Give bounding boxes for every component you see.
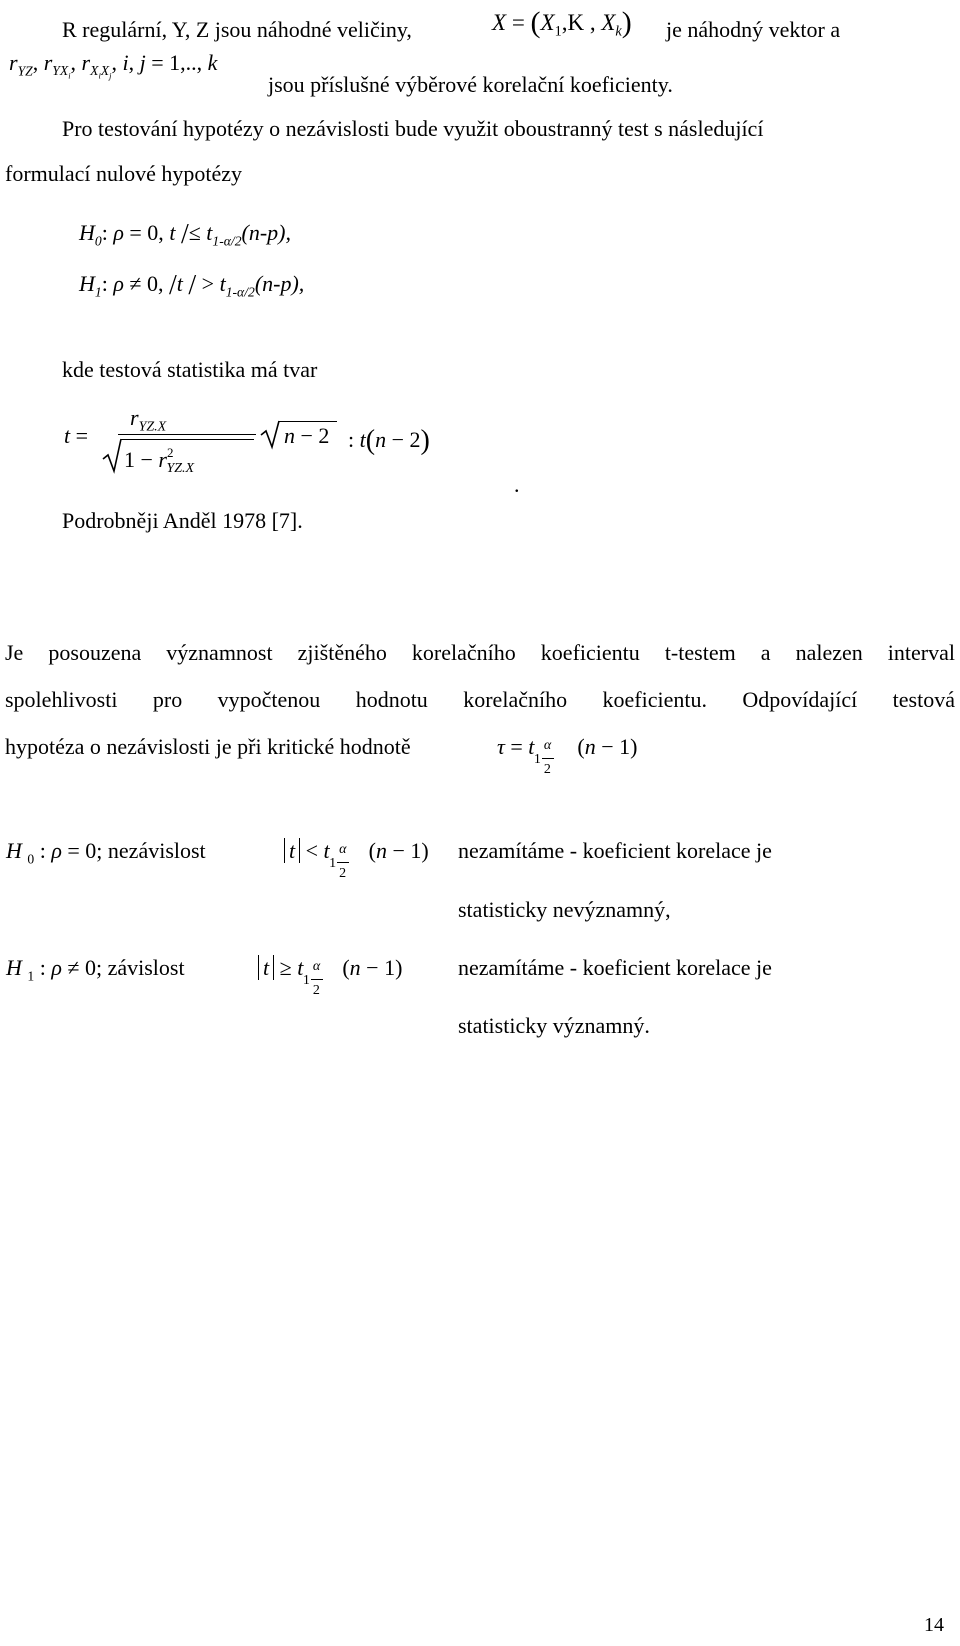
h0-condition: t < t 1 α 2 (n − 1)	[284, 838, 429, 864]
para2-line3: hypotéza o nezávislosti je při kritické hodnotě	[5, 734, 411, 759]
para2-line1: Je posouzena významnost zjištěného korelačního koeficientu t-testem a nalezen interval	[5, 640, 955, 665]
intro-line1-text: R regulární, Y, Z jsou náhodné veličiny,	[62, 17, 412, 42]
critical-value-formula: τ = t 1 α 2 (n − 1)	[497, 734, 638, 777]
test-statistic-formula	[62, 405, 430, 485]
h0-result-line1: nezamítáme - koeficient korelace je	[458, 838, 772, 863]
sqrt-sign-n	[260, 419, 282, 449]
intro-line1-end: je náhodný vektor a	[666, 17, 841, 42]
stat-intro: kde testová statistika má tvar	[62, 357, 318, 382]
formula-distribution: : t(n − 2)	[348, 425, 430, 456]
para1-line2: formulací nulové hypotézy	[5, 161, 243, 186]
formula-denominator: $1 - r^2_{YZ.X}$	[124, 444, 195, 477]
reference-text: Podrobněji Anděl 1978 [7].	[62, 508, 303, 533]
para2-line2: spolehlivosti pro vypočtenou hodnotu korelačního koeficientu. Odpovídající testová	[5, 687, 955, 712]
h1-condition: t ≥ t 1 α 2 (n − 1)	[258, 955, 402, 981]
intro-line2-text: jsou příslušné výběrové korelační koeficienty.	[268, 72, 673, 97]
sqrt-sign-denominator	[102, 437, 124, 473]
para1-line1: Pro testování hypotézy o nezávislosti bude využit oboustranný test s následující	[62, 116, 764, 141]
hypothesis-h0-first: $H_0$: ρ = 0, $t /\le t_{1-\alpha/2}(n-p)$,	[79, 219, 292, 250]
vector-formula: $X = (X_1,K$ , $X_k$)	[492, 6, 632, 40]
correlation-symbols: $r_{YZ}$, $r_{YX_i}$, $r_{X_iX_j}$, i, j = 1,.., k	[9, 50, 218, 82]
hypothesis-h1-second: H $_1$ : ρ ≠ 0; závislost	[6, 955, 185, 984]
h0-result-line2: statisticky nevýznamný,	[458, 897, 671, 922]
formula-sqrt-content: n − 2	[284, 423, 330, 448]
formula-numerator: $r_{YZ.X}$	[130, 405, 167, 435]
page-number: 14	[924, 1614, 944, 1636]
hypothesis-h1-first: $H_1$: ρ ≠ 0, /t / > $t_{1-\alpha/2}(n-p)$,	[79, 270, 305, 301]
h1-result-line2: statisticky významný.	[458, 1013, 650, 1038]
hypothesis-h0-second: H $_0$ : ρ = 0; nezávislost	[6, 838, 206, 867]
h1-result-line1: nezamítáme - koeficient korelace je	[458, 955, 772, 980]
formula-t-lhs: t =	[64, 423, 89, 448]
formula-period: .	[514, 472, 520, 497]
fraction-bar	[118, 434, 256, 435]
